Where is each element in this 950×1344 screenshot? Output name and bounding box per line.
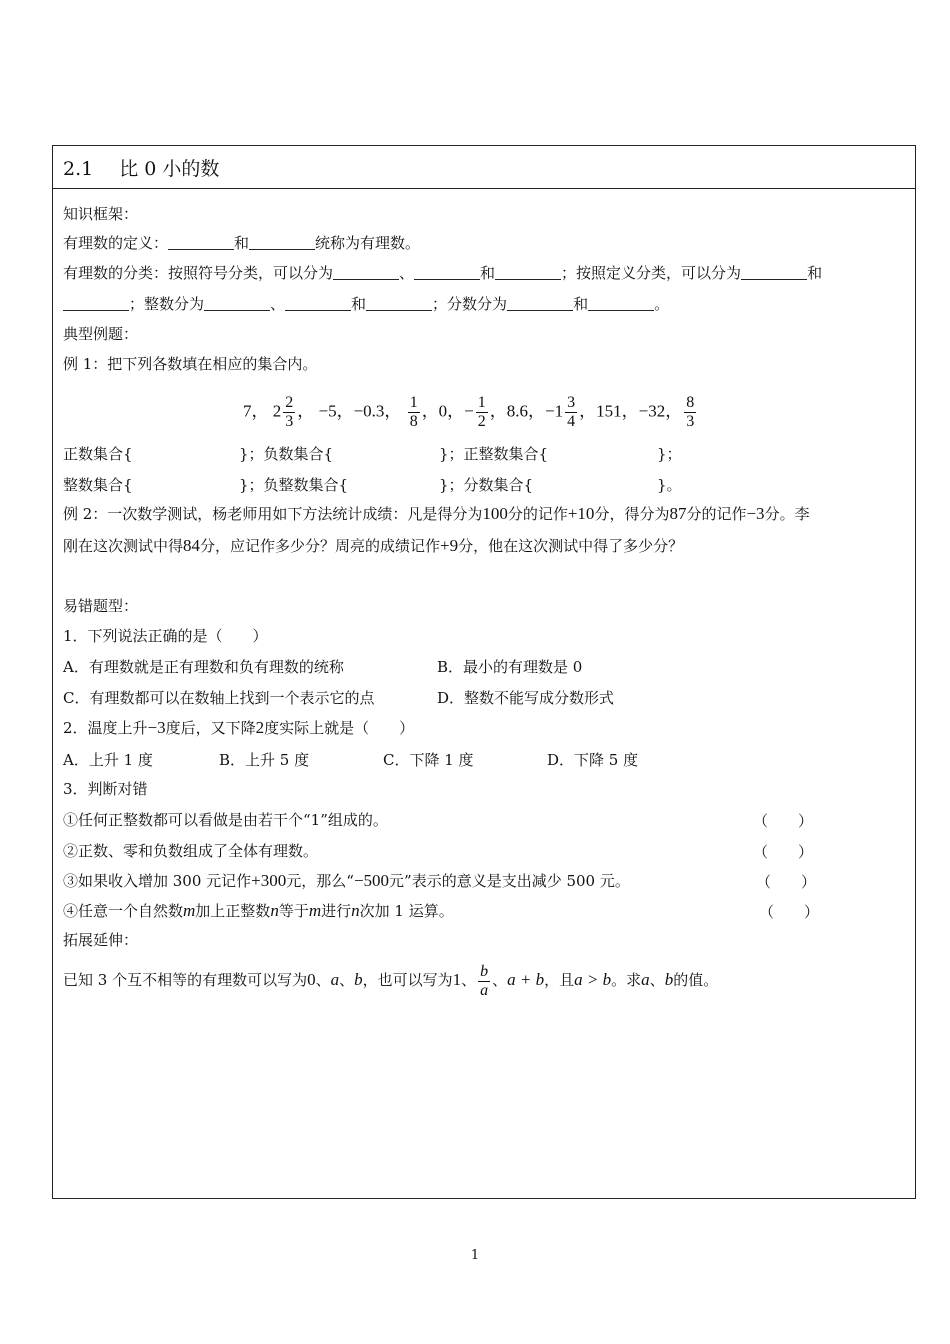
fraction: [565, 394, 577, 431]
math-value: +300: [251, 871, 287, 890]
page-number: 1: [470, 1248, 480, 1263]
q1-option-a: A．有理数就是正有理数和负有理数的统称: [63, 658, 344, 676]
example-text: 分，他在这次测试中得了多少分？: [458, 537, 684, 555]
answer-blank[interactable]: [333, 264, 399, 280]
separator: 。: [654, 295, 670, 313]
q1-option-c: C．有理数都可以在数轴上找到一个表示它的点: [63, 689, 375, 707]
classification-text: 有理数的分类：按照符号分类，可以分为: [63, 264, 334, 282]
math-variable: m: [183, 901, 196, 920]
math-expression: a + b: [507, 970, 545, 989]
math-value: +10: [567, 504, 595, 523]
extension-heading: 拓展延伸：: [63, 931, 139, 949]
denominator: 3: [686, 413, 695, 430]
example-text: 分的记作: [686, 505, 747, 523]
answer-parentheses[interactable]: （ ）: [753, 843, 814, 861]
set-label: }；正整数集合{: [439, 445, 549, 463]
q2-option: A．上升 1 度: [63, 751, 153, 769]
set-row-1: [63, 443, 903, 463]
example-text: 分。李: [764, 505, 810, 523]
separator: 和: [351, 295, 367, 313]
fraction: [283, 394, 295, 431]
definition-text: 有理数的定义：: [63, 234, 169, 252]
separator: 和: [573, 295, 589, 313]
q2-option: D．下降 5 度: [547, 751, 639, 769]
separator: 、: [339, 971, 355, 989]
math-variable: n: [351, 901, 360, 920]
math-value: −3: [746, 504, 765, 523]
knowledge-heading: 知识框架：: [63, 205, 139, 223]
q2-option: C．下降 1 度: [383, 751, 474, 769]
set-label: }；负数集合{: [239, 445, 334, 463]
math-value: 87: [669, 504, 687, 523]
judgement-text: 元”表示的意义是支出减少 500 元。: [389, 872, 630, 890]
judgement-text: ③如果收入增加 300 元记作: [63, 872, 252, 890]
answer-blank[interactable]: [366, 295, 432, 311]
problem-text: 的值。: [673, 971, 719, 989]
separator: 、: [461, 971, 477, 989]
separator: 、: [315, 971, 331, 989]
q2-option: B．上升 5 度: [219, 751, 310, 769]
judgement-text: 元，那么“: [286, 872, 354, 890]
separator: ，151，−32，: [579, 401, 683, 421]
set-label: }；分数集合{: [439, 476, 534, 494]
numerator: 2: [285, 394, 294, 411]
question-text: 度后，又下降: [165, 719, 256, 737]
numerator: 1: [477, 394, 486, 411]
denominator: 4: [567, 413, 576, 430]
separator: 、: [399, 264, 415, 282]
separator: ，0，−: [421, 401, 474, 421]
separator: 和: [480, 264, 496, 282]
number: −5，−0.3，: [318, 401, 402, 421]
question-2: [63, 718, 414, 738]
definition-and: 和: [234, 234, 250, 252]
example-text: 刚在这次测试中得: [63, 537, 184, 555]
answer-blank[interactable]: [588, 295, 654, 311]
example-text: 分的记作: [507, 505, 568, 523]
judgement-text: ④任意一个自然数: [63, 902, 184, 920]
question-3: 3．判断对错: [63, 780, 148, 798]
judgement-text: 次加 1 运算。: [359, 902, 454, 920]
section-number: 2.1: [63, 158, 94, 180]
separator: 、: [270, 295, 286, 313]
math-value: 2: [255, 718, 265, 737]
answer-blank[interactable]: [204, 295, 270, 311]
math-variable: a: [330, 970, 340, 989]
classification-text: ；按照定义分类，可以分为: [561, 264, 742, 282]
answer-blank[interactable]: [63, 295, 129, 311]
math-value: 84: [183, 536, 201, 555]
question-1: 1．下列说法正确的是（ ）: [63, 627, 268, 645]
example-2-line-2: [63, 536, 683, 556]
q1-option-d: D．整数不能写成分数形式: [437, 689, 615, 707]
fraction: [478, 963, 490, 1000]
judgement-3: [63, 871, 630, 891]
separator: 和: [807, 264, 823, 282]
example-1-prompt: 例 1：把下列各数填在相应的集合内。: [63, 355, 318, 373]
title-divider: [53, 188, 915, 189]
fraction: [408, 394, 420, 431]
definition-end: 统称为有理数。: [315, 234, 421, 252]
answer-parentheses[interactable]: （ ）: [759, 903, 820, 921]
answer-blank[interactable]: [249, 234, 315, 250]
judgement-text: 进行: [321, 902, 352, 920]
denominator: 8: [409, 413, 418, 430]
answer-blank[interactable]: [414, 264, 480, 280]
number: 2: [272, 401, 282, 421]
section-title: [63, 154, 219, 181]
problem-text: 已知 3 个互不相等的有理数可以写为: [63, 971, 308, 989]
classification-line-1: [63, 263, 822, 283]
answer-blank[interactable]: [507, 295, 573, 311]
math-variable: n: [270, 901, 279, 920]
math-value: 100: [482, 504, 508, 523]
set-label: }；: [657, 445, 682, 463]
fraction: [684, 394, 696, 431]
numerator: 1: [409, 394, 418, 411]
example-text: 例 2：一次数学测试，杨老师用如下方法统计成绩：凡是得分为: [63, 505, 483, 523]
denominator: 3: [285, 413, 294, 430]
question-text: 度实际上就是（ ）: [264, 719, 415, 737]
math-variable: a: [641, 970, 650, 989]
separator: ，8.6，−1: [489, 401, 564, 421]
q1-option-b: B．最小的有理数是 0: [437, 658, 583, 676]
math-expression: a > b: [574, 970, 612, 989]
errors-heading: 易错题型：: [63, 597, 139, 615]
definition-line: [63, 233, 420, 253]
question-text: 2．温度上升: [63, 719, 148, 737]
math-variable: m: [308, 901, 322, 920]
separator: ，: [297, 401, 315, 421]
set-label: }。: [657, 476, 682, 494]
answer-blank[interactable]: [741, 264, 807, 280]
example-text: 分，应记作多少分？周亮的成绩记作: [200, 537, 441, 555]
problem-text: ，也可以写为: [362, 971, 453, 989]
section-name: 比 0 小的数: [119, 158, 220, 180]
separator: 、: [492, 971, 508, 989]
problem-text: ，且: [544, 971, 575, 989]
judgement-text: 等于: [278, 902, 309, 920]
numerator: 3: [567, 394, 576, 411]
set-label: 整数集合{: [63, 476, 133, 494]
math-variable: b: [664, 970, 674, 989]
math-value: +9: [440, 536, 459, 555]
numerator: 8: [686, 394, 695, 411]
classification-text: ；分数分为: [432, 295, 508, 313]
example-text: 分，得分为: [594, 505, 670, 523]
answer-blank[interactable]: [285, 295, 351, 311]
q2-options: [63, 749, 903, 769]
set-row-2: [63, 474, 903, 494]
denominator: 2: [477, 413, 486, 430]
set-label: }；负整数集合{: [239, 476, 349, 494]
answer-blank[interactable]: [168, 234, 234, 250]
number-list: [243, 394, 698, 431]
examples-heading: 典型例题：: [63, 325, 139, 343]
problem-text: 。求: [611, 971, 642, 989]
judgement-text: 加上正整数: [195, 902, 271, 920]
extension-problem: [63, 960, 718, 1000]
judgement-4: [63, 901, 454, 921]
classification-text: ；整数分为: [129, 295, 205, 313]
math-value: 1: [452, 970, 462, 989]
answer-parentheses[interactable]: （ ）: [756, 873, 817, 891]
answer-parentheses[interactable]: （ ）: [753, 812, 814, 830]
separator: 、: [649, 971, 665, 989]
judgement-2: ②正数、零和负数组成了全体有理数。: [63, 842, 319, 860]
denominator: a: [480, 981, 489, 999]
answer-blank[interactable]: [495, 264, 561, 280]
numerator: b: [480, 962, 489, 980]
worksheet-frame: [52, 145, 916, 1199]
math-value: −3: [147, 718, 166, 737]
math-value: 0: [307, 970, 316, 989]
example-2-line-1: [63, 504, 810, 524]
fraction: [476, 394, 488, 431]
set-label: 正数集合{: [63, 445, 133, 463]
math-variable: b: [354, 970, 363, 989]
math-value: −500: [353, 871, 390, 890]
judgement-1: ①任何正整数都可以看做是由若干个“1”组成的。: [63, 811, 388, 829]
classification-line-2: [63, 294, 669, 314]
number: 7，: [243, 401, 269, 421]
